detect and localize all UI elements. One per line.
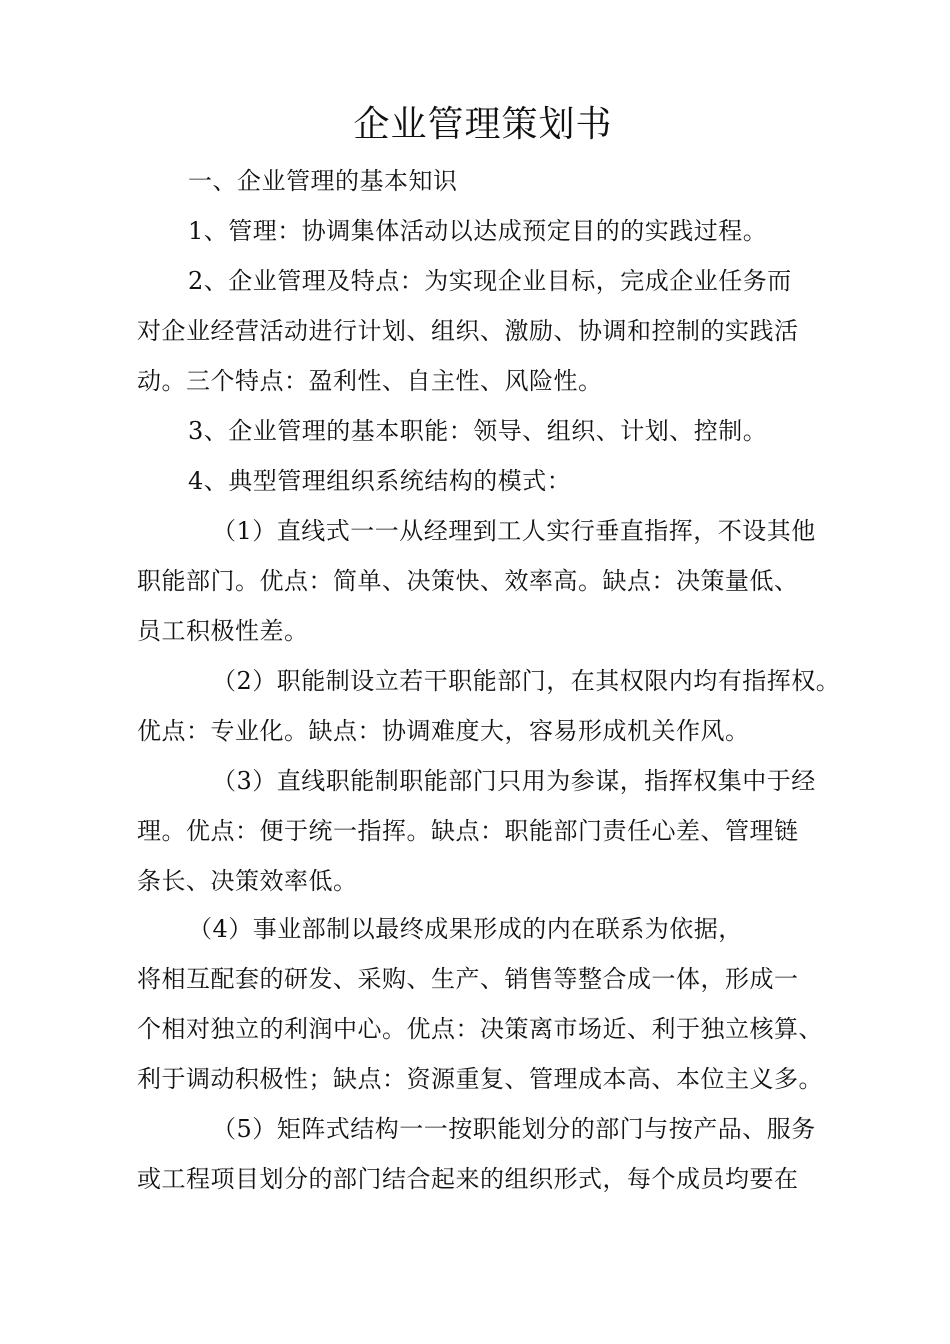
paragraph-line: 4、典型管理组织系统结构的模式： [188, 467, 572, 495]
paragraph-line: 动。三个特点：盈利性、自主性、风险性。 [137, 367, 603, 395]
document-title: 企业管理策划书 [353, 104, 613, 145]
paragraph-line: 利于调动积极性；缺点：资源重复、管理成本高、本位主义多。 [137, 1065, 823, 1093]
paragraph-line: 或工程项目划分的部门结合起来的组织形式，每个成员均要在 [137, 1165, 799, 1193]
paragraph-line: 理。优点：便于统一指挥。缺点：职能部门责任心差、管理链 [137, 817, 799, 845]
paragraph-line: 2、企业管理及特点：为实现企业目标，完成企业任务而 [188, 267, 792, 295]
paragraph-line: （3）直线职能制职能部门只用为参谋，指挥权集中于经 [212, 767, 816, 795]
paragraph-line: （2）职能制设立若干职能部门，在其权限内均有指挥权。 [212, 667, 841, 695]
paragraph-line: 员工积极性差。 [137, 617, 309, 645]
paragraph-line: 将相互配套的研发、采购、生产、销售等整合成一体，形成一 [137, 965, 799, 993]
paragraph-line: 个相对独立的利润中心。优点：决策离市场近、利于独立核算、 [137, 1015, 823, 1043]
paragraph-line: 3、企业管理的基本职能：领导、组织、计划、控制。 [188, 417, 768, 445]
section-heading: 一、企业管理的基本知识 [188, 167, 458, 195]
paragraph-line: 1、管理：协调集体活动以达成预定目的的实践过程。 [188, 217, 768, 245]
paragraph-line: 职能部门。优点：简单、决策快、效率高。缺点：决策量低、 [137, 567, 799, 595]
paragraph-line: （4）事业部制以最终成果形成的内在联系为依据， [188, 915, 743, 943]
paragraph-line: 条长、决策效率低。 [137, 867, 358, 895]
paragraph-line: （1）直线式一一从经理到工人实行垂直指挥，不设其他 [212, 517, 816, 545]
paragraph-line: 优点：专业化。缺点：协调难度大，容易形成机关作风。 [137, 717, 750, 745]
paragraph-line: 对企业经营活动进行计划、组织、激励、协调和控制的实践活 [137, 317, 799, 345]
paragraph-line: （5）矩阵式结构一一按职能划分的部门与按产品、服务 [212, 1115, 816, 1143]
